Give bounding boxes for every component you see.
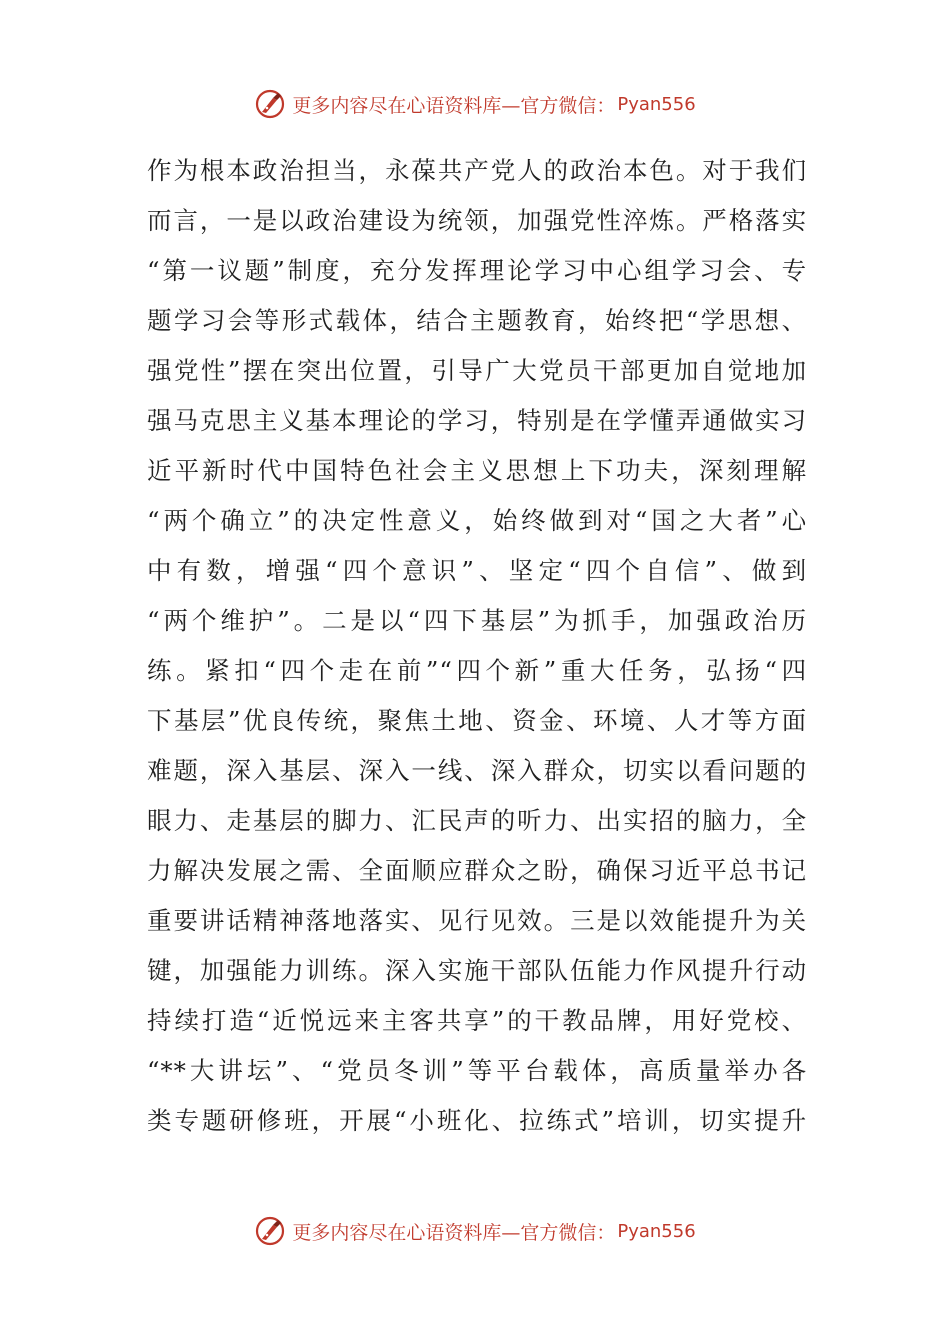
text-line: “第一议题”制度，充分发挥理论学习中心组学习会、专 <box>147 256 807 285</box>
watermark-text: 更多内容尽在心语资料库—官方微信： <box>292 1221 616 1244</box>
text-line: 难题，深入基层、深入一线、深入群众，切实以看问题的 <box>147 756 807 785</box>
watermark-handle: Pyan556 <box>617 93 696 115</box>
text-line: 强党性”摆在突出位置，引导广大党员干部更加自觉地加 <box>147 356 807 385</box>
text-line: 作为根本政治担当，永葆共产党人的政治本色。对于我们 <box>147 156 807 185</box>
text-line: 而言，一是以政治建设为统领，加强党性淬炼。严格落实 <box>147 206 807 235</box>
watermark-header <box>0 84 950 124</box>
text-line: 中有数，增强“四个意识”、坚定“四个自信”、做到 <box>147 556 807 585</box>
text-line: 类专题研修班，开展“小班化、拉练式”培训，切实提升 <box>147 1106 807 1135</box>
text-line: 强马克思主义基本理论的学习，特别是在学懂弄通做实习 <box>147 406 807 435</box>
text-line: 持续打造“近悦远来主客共享”的干教品牌，用好党校、 <box>147 1006 807 1035</box>
text-line: 下基层”优良传统，聚焦土地、资金、环境、人才等方面 <box>147 706 807 735</box>
text-line: “两个确立”的决定性意义，始终做到对“国之大者”心 <box>147 506 807 535</box>
text-line: 眼力、走基层的脚力、汇民声的听力、出实招的脑力，全 <box>147 806 807 835</box>
text-line: 键，加强能力训练。深入实施干部队伍能力作风提升行动 <box>147 956 807 985</box>
pen-nib-logo-icon <box>254 88 286 120</box>
text-line: “**大讲坛”、“党员冬训”等平台载体，高质量举办各 <box>147 1056 807 1085</box>
text-line: 近平新时代中国特色社会主义思想上下功夫，深刻理解 <box>147 456 807 485</box>
watermark-handle: Pyan556 <box>617 1220 696 1242</box>
watermark-footer <box>0 1211 950 1251</box>
watermark-text: 更多内容尽在心语资料库—官方微信： <box>292 94 616 117</box>
pen-nib-logo-icon <box>254 1215 286 1247</box>
document-body <box>147 146 807 1146</box>
text-line: 重要讲话精神落地落实、见行见效。三是以效能提升为关 <box>147 906 807 935</box>
text-line: 题学习会等形式载体，结合主题教育，始终把“学思想、 <box>147 306 807 335</box>
text-line: 练。紧扣“四个走在前”“四个新”重大任务，弘扬“四 <box>147 656 807 685</box>
text-line: “两个维护”。二是以“四下基层”为抓手，加强政治历 <box>147 606 807 635</box>
text-line: 力解决发展之需、全面顺应群众之盼，确保习近平总书记 <box>147 856 807 885</box>
